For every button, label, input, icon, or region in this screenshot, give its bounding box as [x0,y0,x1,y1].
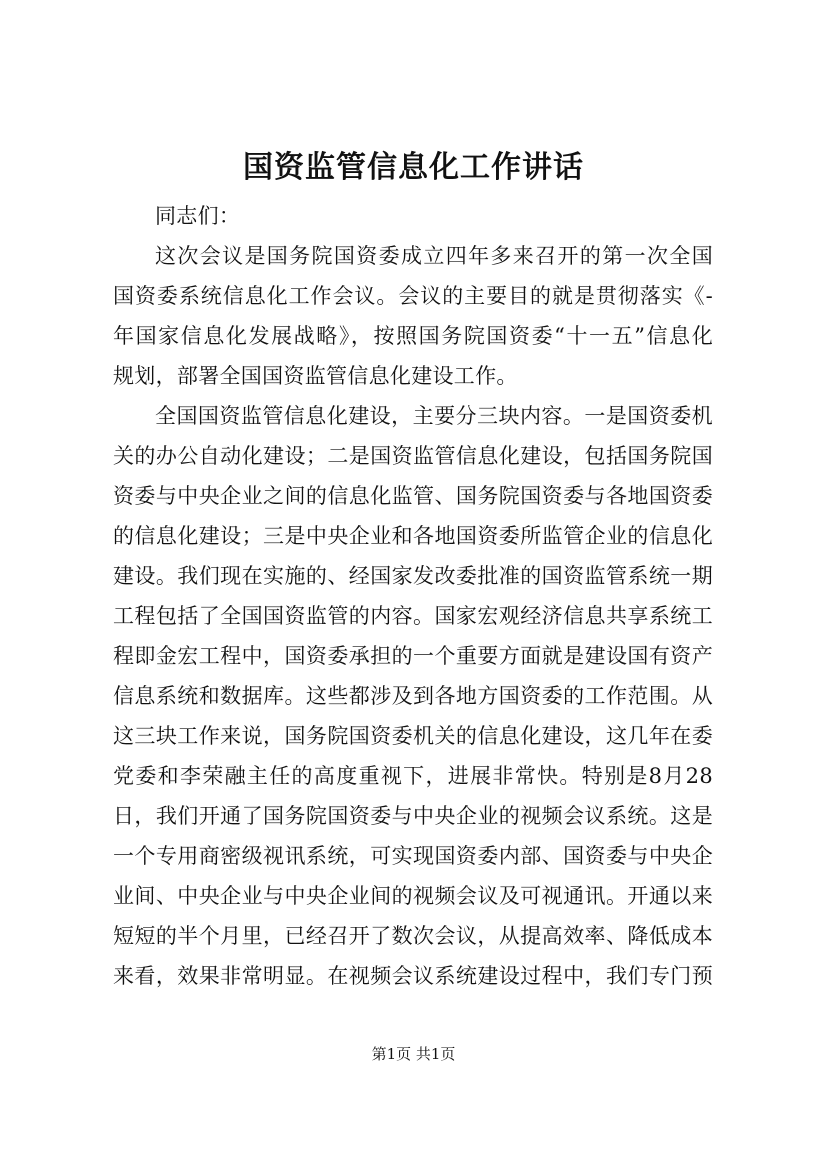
paragraph-line: 来看，效果非常明显。在视频会议系统建设过程中，我们专门预 [113,964,713,988]
paragraph-line: 资委与中央企业之间的信息化监管、国务院国资委与各地国资委 [113,484,713,508]
salutation: 同志们： [155,204,241,228]
document-title: 国资监管信息化工作讲话 [243,150,584,185]
paragraph-line: 短短的半个月里，已经召开了数次会议，从提高效率、降低成本 [113,924,713,948]
paragraph-line: 建设。我们现在实施的、经国家发改委批准的国资监管系统一期 [113,564,713,588]
paragraph-line: 信息系统和数据库。这些都涉及到各地方国资委的工作范围。从 [113,684,713,708]
page-footer: 第1页 共1页 [371,1045,456,1063]
paragraph-line: 业间、中央企业与中央企业间的视频会议及可视通讯。开通以来 [113,884,713,908]
paragraph-line: 工程包括了全国国资监管的内容。国家宏观经济信息共享系统工 [113,604,713,628]
paragraph-line: 一个专用商密级视讯系统，可实现国资委内部、国资委与中央企 [113,844,713,868]
paragraph-line: 这三块工作来说，国务院国资委机关的信息化建设，这几年在委 [113,724,713,748]
document-body [113,196,713,996]
paragraph-line: 这次会议是国务院国资委成立四年多来召开的第一次全国 [155,244,713,268]
paragraph-line: 程即金宏工程中，国资委承担的一个重要方面就是建设国有资产 [113,644,713,668]
paragraph-line: 国资委系统信息化工作会议。会议的主要目的就是贯彻落实《- [113,284,713,308]
paragraph-line: 年国家信息化发展战略》，按照国务院国资委“十一五”信息化 [113,324,713,348]
paragraph-line: 关的办公自动化建设；二是国资监管信息化建设，包括国务院国 [113,444,713,468]
paragraph-line: 日，我们开通了国务院国资委与中央企业的视频会议系统。这是 [113,804,713,828]
paragraph-line: 全国国资监管信息化建设，主要分三块内容。一是国资委机 [155,404,713,428]
paragraph-line: 党委和李荣融主任的高度重视下，进展非常快。特别是8月28 [113,764,713,788]
paragraph-line: 的信息化建设；三是中央企业和各地国资委所监管企业的信息化 [113,524,713,548]
paragraph-line: 规划，部署全国国资监管信息化建设工作。 [113,364,518,388]
